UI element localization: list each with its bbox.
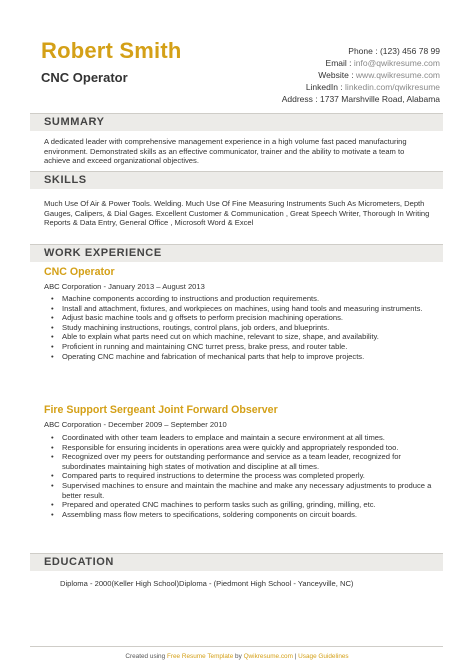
list-item: • Able to explain what parts need cut on which machine, relevant to size, shape, and availability. bbox=[50, 332, 436, 342]
list-item: • Assembling mass flow meters to specifications, soldering components on circuit boards. bbox=[50, 510, 436, 520]
list-item: • Compared parts to required instructions to determine the process was completed properly. bbox=[50, 471, 436, 481]
job-bullet-list bbox=[50, 433, 436, 519]
list-item: • Coordinated with other team leaders to emplace and maintain a secure environment at all times. bbox=[50, 433, 436, 443]
list-item: • Machine components according to instructions and production requirements. bbox=[50, 294, 436, 304]
address-label: Address bbox=[281, 94, 313, 104]
candidate-title: CNC Operator bbox=[41, 70, 128, 85]
job-bullet-list bbox=[50, 294, 436, 361]
list-item: • Responsible for ensuring incidents in operations area were quickly and appropriately responded too. bbox=[50, 443, 436, 453]
footer bbox=[0, 653, 474, 660]
contact-address: Address : 1737 Marshville Road, Alabama bbox=[281, 94, 440, 104]
contact-linkedin: LinkedIn : linkedin.com/qwikresume bbox=[305, 82, 440, 92]
summary-text: A dedicated leader with comprehensive management experience in a high volume fast paced manufacturing environment. Demonstrated skills as an effective communicator, trainer and the ability to motivate a team to achieve and exceed organizational objectives. bbox=[44, 137, 407, 166]
skills-heading: SKILLS bbox=[44, 174, 87, 186]
footer-separator: | bbox=[294, 653, 297, 660]
job-meta: ABC Corporation - January 2013 – August 2013 bbox=[44, 282, 205, 291]
list-item: • Proficient in running and maintaining CNC turret press, brake press, and router table. bbox=[50, 342, 436, 352]
job-meta: ABC Corporation - December 2009 – September 2010 bbox=[44, 420, 227, 429]
footer-site-link[interactable]: Qwikresume.com bbox=[243, 653, 293, 660]
phone-label: Phone bbox=[348, 46, 373, 56]
footer-guidelines-link[interactable]: Usage Guidelines bbox=[298, 653, 349, 660]
footer-template-link[interactable]: Free Resume Template bbox=[166, 653, 234, 660]
footer-prefix: Created using bbox=[125, 653, 166, 660]
list-item: • Study machining instructions, routings, control plans, job orders, and blueprints. bbox=[50, 323, 436, 333]
list-item: • Supervised machines to ensure and maintain the machine and make any necessary adjustments to produce a better result. bbox=[50, 481, 436, 500]
linkedin-label: LinkedIn bbox=[305, 82, 338, 92]
list-item: • Prepared and operated CNC machines to perform tasks such as grilling, grinding, milling, etc. bbox=[50, 500, 436, 510]
summary-heading: SUMMARY bbox=[44, 116, 105, 128]
contact-email: Email : info@qwikresume.com bbox=[325, 58, 440, 68]
candidate-name: Robert Smith bbox=[41, 38, 182, 63]
footer-divider bbox=[30, 646, 443, 647]
list-item: • Install and attachment, fixtures, and workpieces on machines, using hand tools and measuring instruments. bbox=[50, 304, 436, 314]
list-item: • Recognized over my peers for outstanding performance and service as a team leader, recognized for subordinates maintaining high states of motivation and discipline at all times. bbox=[50, 452, 436, 471]
education-text: Diploma - 2000(Keller High School)Diploma - (Piedmont High School - Yanceyville, NC) bbox=[60, 579, 354, 588]
list-item: • Operating CNC machine and fabrication of mechanical parts that help to improve projects. bbox=[50, 352, 436, 362]
email-label: Email bbox=[325, 58, 347, 68]
job-title: Fire Support Sergeant Joint Forward Observer bbox=[44, 404, 278, 416]
contact-phone: Phone : (123) 456 78 99 bbox=[348, 46, 440, 56]
linkedin-link[interactable]: linkedin.com/qwikresume bbox=[345, 82, 440, 92]
list-item: • Adjust basic machine tools and g offsets to perform precision machining operations. bbox=[50, 313, 436, 323]
email-link[interactable]: info@qwikresume.com bbox=[353, 58, 440, 68]
phone-value: (123) 456 78 99 bbox=[379, 46, 440, 56]
education-heading: EDUCATION bbox=[44, 556, 114, 568]
experience-heading: WORK EXPERIENCE bbox=[44, 247, 162, 259]
footer-by: by bbox=[235, 653, 242, 660]
website-link[interactable]: www.qwikresume.com bbox=[355, 70, 440, 80]
address-value: 1737 Marshville Road, Alabama bbox=[319, 94, 440, 104]
contact-block bbox=[282, 45, 440, 105]
website-label: Website bbox=[318, 70, 349, 80]
skills-text: Much Use Of Air & Power Tools. Welding. Much Use Of Fine Measuring Instruments Such As Micrometers, Depth Gauges, Calipers, & Dial Gages. Excellent Customer & Communication , Great Speech Writer, Thorough In Writing Reports & Data Entry, General Office , Microsoft Word & Excel bbox=[44, 199, 430, 228]
job-title: CNC Operator bbox=[44, 266, 115, 278]
contact-website: Website : www.qwikresume.com bbox=[318, 70, 440, 80]
skills-header-bar bbox=[30, 171, 443, 189]
